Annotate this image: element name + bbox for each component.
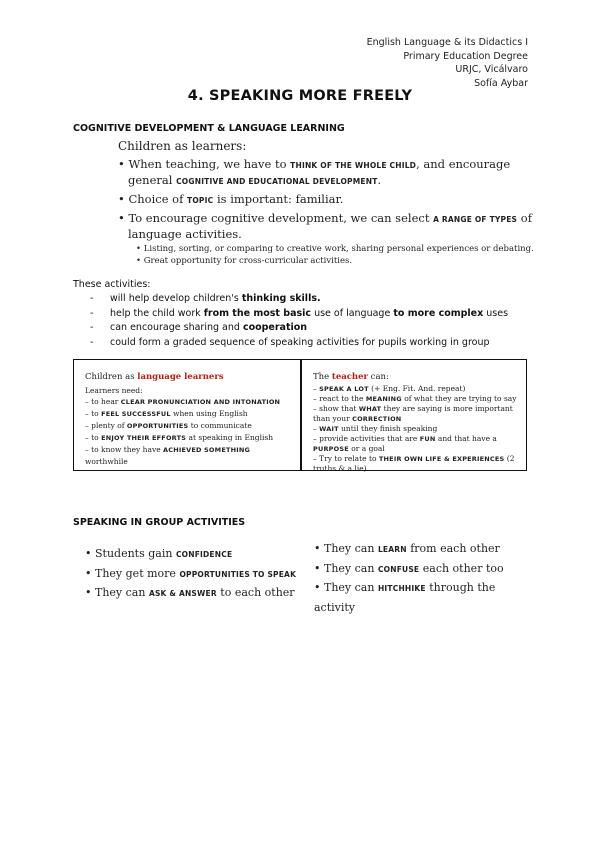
box-divider [300, 359, 302, 471]
highlight: WHAT [358, 405, 382, 413]
list-item: – Try to relate to THEIR OWN LIFE & EXPERIENCES (2 truths & a lie) [313, 454, 515, 473]
text: at speaking in English [186, 433, 274, 442]
text: Listing, sorting, or comparing to creative work, sharing personal experiences or debating. [143, 244, 534, 254]
text: of language activities. [128, 211, 532, 241]
column-subheading: Learners need: [85, 386, 143, 395]
text: of what they are trying to say [401, 394, 517, 403]
course-name: English Language & its Didactics I [366, 37, 528, 48]
text: to communicate [188, 421, 252, 430]
highlight: SPEAK A LOT [319, 385, 369, 393]
text: react to the [319, 394, 366, 403]
highlight: TOPIC [187, 196, 214, 205]
text: when using English [170, 409, 248, 418]
text: and that have a [435, 434, 497, 443]
language-learners-column [85, 372, 295, 467]
emphasis: thinking skills. [241, 293, 321, 304]
list-item: • They get more OPPORTUNITIES TO SPEAK [85, 566, 297, 580]
text: through the activity [314, 581, 496, 614]
author-name: Sofía Aybar [474, 77, 528, 89]
text: , and encourage general [128, 157, 511, 187]
text: until they finish speaking [338, 424, 438, 433]
list-item: – to hear CLEAR PRONUNCIATION AND INTONATION [85, 397, 281, 406]
text: uses [483, 307, 509, 319]
highlight: ANSWER [178, 589, 217, 598]
text: could form a graded sequence of speaking activities for pupils working in group [110, 336, 490, 348]
highlight: THINK OF THE WHOLE CHILD [290, 161, 417, 170]
highlight: FUN [419, 435, 436, 443]
highlight: THEIR OWN LIFE & EXPERIENCES [378, 455, 505, 463]
highlight: CORRECTION [352, 415, 402, 423]
highlight: PURPOSE [313, 445, 349, 453]
text: Great opportunity for cross-curricular activities. [143, 256, 353, 266]
text: can encourage sharing and [110, 322, 243, 333]
text: from each other [406, 542, 500, 555]
text: they are saying is more important than your [313, 404, 513, 423]
university-campus: URJC, Vicálvaro [455, 64, 528, 75]
list-item: • To encourage cognitive development, we can select A RANGE OF TYPES of language activities. [118, 211, 532, 241]
degree-name: Primary Education Degree [403, 50, 528, 62]
list-item [90, 336, 508, 351]
list-item: • Choice of TOPIC is important: familiar. [118, 192, 344, 206]
text: . [377, 173, 382, 187]
activities-list [90, 292, 508, 350]
activities-intro: These activities: [73, 279, 151, 290]
highlight: language learners [137, 372, 224, 382]
highlight: OPPORTUNITIES [126, 422, 189, 430]
text: provide activities that are [319, 434, 420, 443]
text: Try to relate to [319, 454, 379, 463]
text: They get more [95, 566, 180, 580]
highlight: ACHIEVED SOMETHING [163, 446, 251, 454]
list-item [90, 307, 508, 322]
text: They can [324, 581, 378, 594]
text: To encourage cognitive development, we can select [128, 211, 434, 225]
list-item: – provide activities that are FUN and that have a PURPOSE or a goal [313, 434, 497, 453]
list-item: – show that WHAT they are saying is more important than your CORRECTION [313, 404, 513, 423]
page-title: 4. SPEAKING MORE FREELY [187, 88, 413, 104]
highlight: MEANING [365, 395, 402, 403]
emphasis: from the most basic [203, 307, 312, 319]
text: show that [319, 404, 359, 413]
emphasis: cooperation [242, 322, 308, 333]
text: use of language [311, 307, 394, 319]
list-item: – react to the MEANING of what they are trying to say [313, 394, 517, 403]
highlight: CONFUSE [377, 564, 420, 574]
list-item: – to FEEL SUCCESSFUL when using English [85, 409, 248, 418]
highlight: COGNITIVE AND EDUCATIONAL DEVELOPMENT [176, 177, 378, 186]
text: (2 truths & a lie) [313, 454, 515, 473]
highlight: LEARN [377, 545, 407, 554]
text: to [91, 433, 102, 442]
text: will help develop children's [110, 293, 242, 304]
list-lead: Children as learners: [118, 139, 247, 153]
list-item: • They can ASK & ANSWER to each other [85, 586, 295, 599]
section-heading-group-activities: SPEAKING IN GROUP ACTIVITIES [73, 517, 246, 528]
list-item: – SPEAK A LOT (+ Eng. Fit. And. repeat) [313, 384, 466, 393]
group-benefits-right [314, 540, 529, 617]
text: to [91, 409, 102, 418]
document-header [367, 36, 528, 90]
column-heading [85, 372, 295, 383]
text: Choice of [128, 192, 187, 206]
text: each other too [419, 561, 504, 575]
highlight: ASK [148, 589, 167, 598]
text: When teaching, we have to [128, 157, 291, 171]
children-as-learners-list [118, 139, 538, 267]
highlight: & [166, 589, 179, 598]
text: They can [95, 586, 149, 599]
text: worthwhile [85, 457, 128, 466]
text: can: [367, 372, 389, 382]
emphasis: to more complex [393, 307, 484, 319]
text: to hear [91, 397, 121, 406]
text: plenty of [91, 421, 127, 430]
section-heading-cognitive: COGNITIVE DEVELOPMENT & LANGUAGE LEARNING [73, 123, 345, 134]
text: or a goal [348, 444, 385, 453]
group-benefits-left [85, 545, 300, 604]
sub-list-item: • Great opportunity for cross-curricular activities. [136, 256, 353, 266]
highlight: FEEL SUCCESSFUL [101, 410, 171, 418]
highlight: WAIT [319, 425, 339, 433]
text: The [313, 372, 332, 382]
text: help the child work [110, 307, 204, 319]
list-item: • They can CONFUSE each other too [314, 561, 504, 575]
highlight: HITCHHIKE [377, 584, 426, 593]
list-item [90, 292, 508, 307]
column-heading [313, 372, 521, 382]
highlight: CONFIDENCE [175, 550, 233, 559]
text: (+ Eng. Fit. And. repeat) [368, 384, 466, 393]
highlight: CLEAR PRONUNCIATION AND INTONATION [120, 398, 281, 406]
list-item: • When teaching, we have to THINK OF THE WHOLE CHILD, and encourage general COGNITIVE AND EDUCATIONAL DEVELOPMENT. [118, 157, 511, 187]
sub-list-item: • Listing, sorting, or comparing to creative work, sharing personal experiences or debating. [136, 244, 534, 254]
highlight: OPPORTUNITIES TO SPEAK [179, 569, 297, 579]
text: to each other [216, 586, 295, 599]
list-item [90, 321, 508, 336]
text: They can [324, 542, 378, 555]
list-item: – to know they have ACHIEVED SOMETHING worthwhile [85, 445, 251, 466]
text: Students gain [95, 547, 176, 560]
text: They can [324, 561, 378, 575]
highlight: A RANGE OF TYPES [433, 215, 518, 224]
text: to know they have [91, 445, 164, 454]
list-item: – to ENJOY THEIR EFFORTS at speaking in English [85, 433, 274, 442]
list-item: • They can HITCHHIKE through the activity [314, 581, 496, 614]
highlight: ENJOY THEIR EFFORTS [101, 434, 187, 442]
list-item: • They can LEARN from each other [314, 542, 500, 555]
list-item: – plenty of OPPORTUNITIES to communicate [85, 421, 252, 430]
text: is important: familiar. [213, 192, 344, 206]
teacher-column [313, 372, 521, 474]
list-item: • Students gain CONFIDENCE [85, 547, 233, 560]
list-item: – WAIT until they finish speaking [313, 424, 438, 433]
highlight: teacher [331, 372, 368, 382]
text: Children as [85, 372, 138, 382]
